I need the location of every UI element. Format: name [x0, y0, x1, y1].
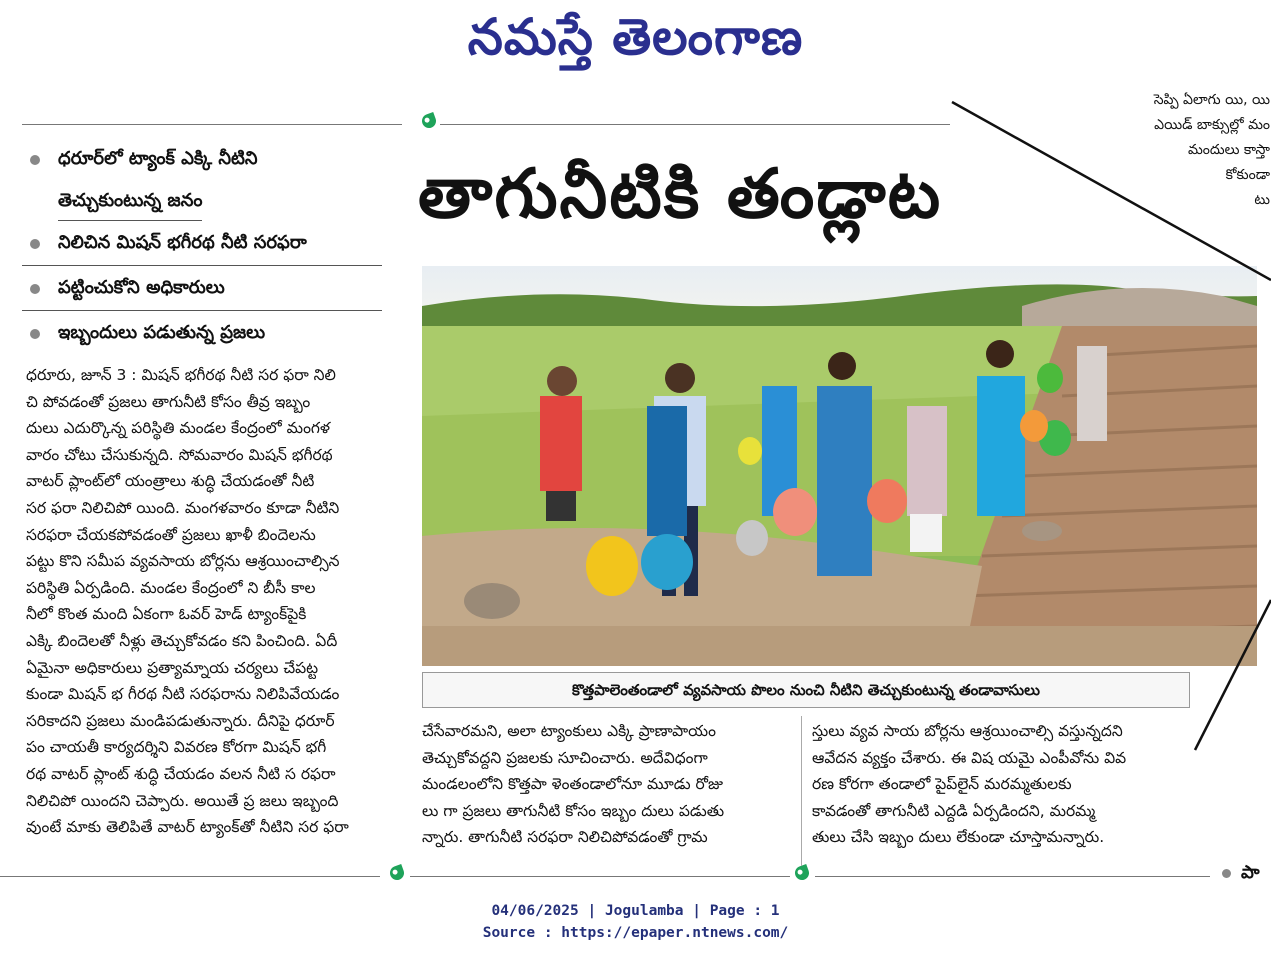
- bottom-rule-left: [0, 876, 380, 877]
- top-rule-left: [22, 124, 402, 125]
- text-line: పరిస్థితి ఏర్పడింది. మండల కేంద్రంలో ని బీసీ కాల: [26, 578, 316, 597]
- leaf-icon: [388, 864, 406, 882]
- text-line: నిలిచిపో యిందని చెప్పారు. అయితే ప్ర జలు ఇబ్బంది: [26, 791, 339, 810]
- bottom-rule-mid: [410, 876, 790, 877]
- text-line: కావడంతో తాగునీటి ఎద్దడి ఏర్పడిందని, మరమ్మ: [812, 801, 1096, 820]
- text-line: టు: [1254, 192, 1270, 208]
- highlights-list: [22, 140, 382, 355]
- text-line: రథ వాటర్ ప్లాంట్ శుద్ధి చేయడం వలన నీటి స రఫరా: [26, 764, 336, 783]
- text-line: నీలో కొంత మంది ఏకంగా ఓవర్ హెడ్ ట్యాంక్‌పైకి: [26, 605, 307, 624]
- text-line: ఎక్కి బిందెలతో నీళ్లు తెచ్చుకోవడం కని పించింది. ఏదీ: [26, 631, 338, 650]
- footer-source[interactable]: Source : https://epaper.ntnews.com/: [482, 925, 789, 941]
- highlight-item: ధరూర్‌లో ట్యాంక్ ఎక్కి నీటిని తెచ్చుకుంటున్న జనం: [22, 140, 382, 221]
- text-line: ఎయిడ్ బాక్సుల్లో మం: [1154, 117, 1270, 133]
- headline: తాగునీటికి తండ్లాట: [418, 155, 943, 234]
- text-line: న్నారు. తాగునీటి సరఫరా నిలిచిపోవడంతో గ్రామ: [422, 828, 708, 847]
- top-rule-right: [440, 124, 950, 125]
- text-line: చి పోవడంతో ప్రజలు తాగునీటి కోసం తీవ్ర ఇబ్బం: [26, 392, 311, 411]
- text-line: వుంటే మాకు తెలిపితే వాటర్ ట్యాంక్‌తో నీటిని సర ఫరా: [26, 818, 349, 837]
- footer-date-edition: 04/06/2025 | Jogulamba | Page : 1: [491, 903, 780, 919]
- photo-caption: కొత్తపాలెంతండాలో వ్యవసాయ పొలం నుంచి నీటిని తెచ్చుకుంటున్న తండావాసులు: [422, 672, 1190, 708]
- text-line: తులు చేసి ఇబ్బం దులు లేకుండా చూస్తామన్నారు.: [812, 828, 1105, 847]
- text-line: మండలంలోని కొత్తపా ళెంతండాలోనూ మూడు రోజు: [422, 775, 723, 794]
- article-column-left: [26, 362, 392, 841]
- highlight-item: నిలిచిన మిషన్ భగీరథ నీటి సరఫరా: [22, 221, 382, 266]
- text-line: ఆవేదన వ్యక్తం చేశారు. ఈ విష యమై ఎంపీవోను వివ: [812, 748, 1127, 767]
- leaf-icon: [420, 112, 438, 130]
- text-line: లు గా ప్రజలు తాగునీటి కోసం ఇబ్బం దులు పడుతు: [422, 801, 725, 820]
- masthead: [0, 0, 1271, 80]
- newspaper-logo: నమస్తే తెలంగాణ: [467, 8, 804, 66]
- text-line: సరఫరా చేయకపోవడంతో ప్రజలు ఖాళీ బిందెలను: [26, 525, 316, 544]
- highlight-item: ఇబ్బందులు పడుతున్న ప్రజలు: [22, 311, 382, 355]
- text-line: పం చాయతీ కార్యదర్శిని వివరణ కోరగా మిషన్ భగీ: [26, 738, 327, 757]
- column-divider: [801, 716, 802, 866]
- text-line: స్తులు వ్యవ సాయ బోర్లను ఆశ్రయించాల్సి వస్తున్నదని: [812, 722, 1123, 740]
- text-line: ధరూరు, జూన్ 3 : మిషన్ భగీరథ నీటి సర ఫరా నిలి: [26, 366, 336, 384]
- text-line: మందులు కాస్తా: [1188, 142, 1270, 158]
- article-column-middle: [422, 718, 790, 851]
- highlight-item: పట్టించుకోని అధికారులు: [22, 266, 382, 311]
- text-line: చేసేవారమని, అలా ట్యాంకులు ఎక్కి ప్రాణాపాయం: [422, 722, 716, 740]
- sidebar-box-text: [1060, 88, 1270, 213]
- bottom-rule-right: [815, 876, 1210, 877]
- text-line: సెప్పి ఏలాగు యి, యి: [1153, 92, 1270, 108]
- text-line: సర ఫరా నిలిచిపో యింది. మంగళవారం కూడా నీటిని: [26, 498, 340, 517]
- text-line: దులు ఎదుర్కొన్న పరిస్థితి మండల కేంద్రంలో మంగళ: [26, 419, 330, 438]
- text-line: తెచ్చుకోవద్దని ప్రజలకు సూచించారు. అదేవిధంగా: [422, 748, 708, 767]
- text-line: కోకుండా: [1225, 167, 1270, 183]
- text-line: వాటర్ ప్లాంట్‌లో యంత్రాలు శుద్ధి చేయడంతో నీటి: [26, 472, 315, 491]
- text-line: సరికాదని ప్రజలు మండిపడుతున్నారు. దీనిపై ధరూర్: [26, 711, 335, 730]
- bullet-icon: [1222, 869, 1231, 878]
- text-line: కుండా మిషన్ భ గీరథ నీటి సరఫరాను నిలిపివేయడం: [26, 685, 340, 704]
- text-line: ఏమైనా అధికారులు ప్రత్యామ్నాయ చర్యలు చేపట్ట: [26, 658, 319, 677]
- bottom-right-snippet: పా: [1222, 862, 1260, 887]
- page-footer: [0, 900, 1271, 944]
- text-line: రణ కోరగా తండాలో పైప్‌లైన్ మరమ్మతులకు: [812, 775, 1072, 794]
- text-line: వారం చోటు చేసుకున్నది. సోమవారం మిషన్ భగీరథ: [26, 445, 333, 464]
- leaf-icon: [793, 864, 811, 882]
- text-line: పట్టు కొని సమీప వ్యవసాయ బోర్లను ఆశ్రయించాల్సిన: [26, 552, 340, 571]
